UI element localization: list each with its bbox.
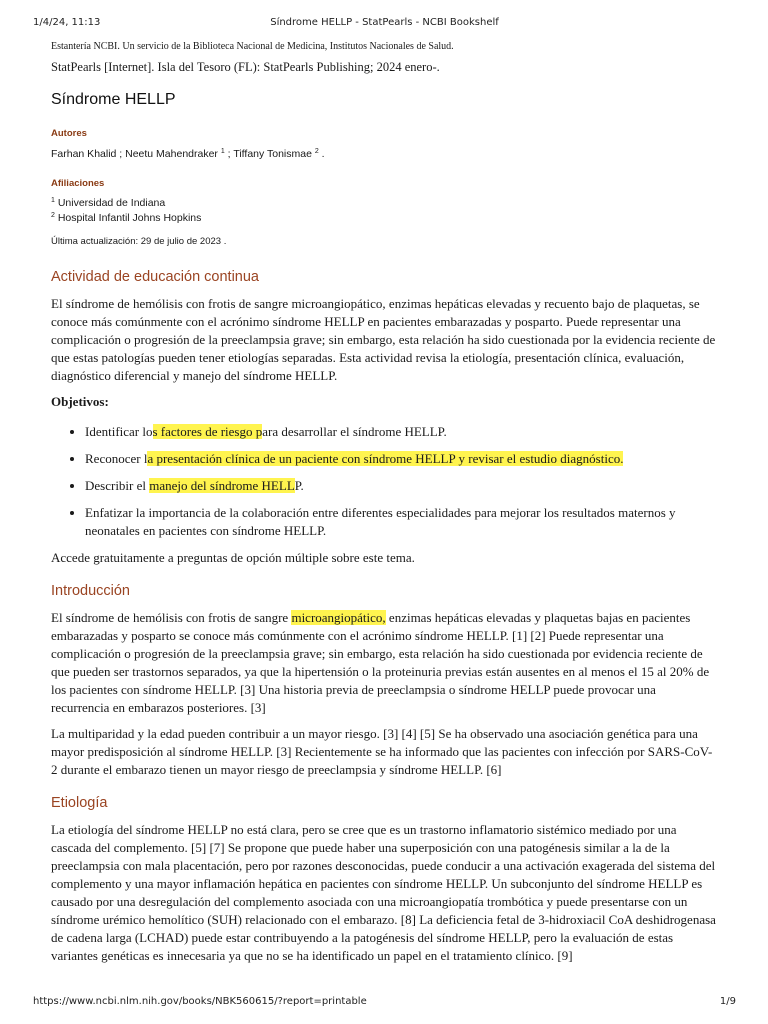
access-link[interactable]: Accede gratuitamente a preguntas de opción múltiple sobre este tema. (51, 550, 415, 565)
citation: StatPearls [Internet]. Isla del Tesoro (FL): StatPearls Publishing; 2024 enero-. (51, 60, 440, 74)
affiliations-block (51, 178, 716, 225)
affiliations-label: Afiliaciones (51, 178, 105, 189)
objective-4: • Enfatizar la importancia de la colaboración entre diferentes especialidades para mejorar los resultados maternos y neonatales en pacientes con síndrome HELLP. (85, 504, 716, 540)
last-updated: Última actualización: 29 de julio de 2023 . (51, 236, 227, 247)
authors-block (51, 128, 716, 161)
section-title-intro: Introducción (51, 583, 130, 599)
affiliation-2: $^2$ Hospital Infantil Johns Hopkins (51, 212, 202, 224)
highlight: manejo del síndrome HELL (149, 478, 295, 493)
ce-paragraph: El síndrome de hemólisis con frotis de sangre microangiopático, enzimas hepáticas elevadas y recuento bajo de plaquetas, se conoce más comúnmente con el acrónimo síndrome HELLP en pacientes embarazadas y posparto. Puede representar una complicación o progresión de la preeclampsia grave; sin embargo, esta relación ha sido cuestionada por la evidencia reciente de que estas patologías pueden tener etiologías separadas. Esta actividad revisa la etiología, presentación clínica, evaluación, diagnóstico diferencial y manejo del síndrome HELLP. (51, 296, 716, 383)
intro-paragraph-1: El síndrome de hemólisis con frotis de sangre microangiopático, enzimas hepáticas elevadas y plaquetas bajas en pacientes embarazadas y posparto se conoce más comúnmente con el acrónimo síndrome HELLP. [1] [2] Puede representar una complicación o progresión de la preeclampsia grave; sin embargo, esta relación ha sido cuestionada por evidencia reciente de que pueden ser trastornos separados, ya que la hipertensión o la proteinuria previas están ausentes en al menos el 15 al 20% de los pacientes con síndrome HELLP. [3] Una historia previa de preeclampsia o síndrome HELLP puede provocar una recurrencia en embarazos posteriores. [3] (51, 610, 710, 715)
last-updated-date: 29 de julio de 2023 (140, 236, 222, 247)
print-page-title: Síndrome HELLP - StatPearls - NCBI Bookshelf (270, 17, 499, 28)
objective-3: • Describir el manejo del síndrome HELLP. (85, 477, 716, 495)
section-title-ce: Actividad de educación continua (51, 269, 259, 285)
objective-1: • Identificar los factores de riesgo para desarrollar el síndrome HELLP. (85, 423, 716, 441)
bookshelf-line: Estantería NCBI. Un servicio de la Biblioteca Nacional de Medicina, Institutos Nacionales de Salud. (51, 41, 454, 52)
objectives-label: Objetivos: (51, 394, 109, 409)
author-sup-2: 2 (314, 148, 319, 155)
author-names-2: ; Tiffany Tonismae (224, 148, 315, 160)
article (51, 40, 716, 965)
print-url: https://www.ncbi.nlm.nih.gov/books/NBK560615/?report=printable (33, 996, 367, 1007)
objective-2: • Reconocer la presentación clínica de un paciente con síndrome HELLP y revisar el estudio diagnóstico. (85, 450, 716, 468)
highlight: microangiopático, (291, 610, 386, 625)
section-title-etiology: Etiología (51, 795, 108, 811)
highlight: a presentación clínica de un paciente con síndrome HELLP y revisar el estudio diagnóstico. (147, 451, 624, 466)
authors-list: Farhan Khalid ; Neetu Mahendraker $^1$ ; Tiffany Tonismae $^2$ . (51, 148, 325, 160)
objectives-list (51, 423, 716, 540)
page-title: Síndrome HELLP (51, 91, 176, 108)
print-datetime: 1/4/24, 11:13 (33, 17, 101, 28)
affiliation-1: $^1$ Universidad de Indiana (51, 197, 166, 209)
author-names-1: Farhan Khalid ; Neetu Mahendraker (51, 148, 221, 160)
print-page-number: 1/9 (719, 996, 736, 1007)
author-sup-1: 1 (220, 148, 225, 155)
authors-label: Autores (51, 128, 87, 139)
etiology-paragraph-1: La etiología del síndrome HELLP no está clara, pero se cree que es un trastorno inflamatorio sistémico mediado por una cascada del complemento. [5] [7] Se propone que puede haber una superposición con una patogénesis similar a la de la preeclampsia con mala placentación, pero por razones desconocidas, puede conducir a una activación exagerada del sistema del complemento y una mayor inflamación hepática en pacientes con síndrome HELLP. Un subconjunto del síndrome HELLP es causado por una desregulación del complemento asociada con una microangiopatía trombótica y puede presentarse con un síndrome urémico hemolítico (SUH) relacionado con el embarazo. [8] La deficiencia fetal de 3-hidroxiacil CoA deshidrogenasa de cadena larga (LCHAD) puede estar contribuyendo a la patogénesis del síndrome HELLP, pero la evaluación de estas variantes genéticas es innecesaria ya que no se ha identificado un papel en el tratamiento clínico. [9] (51, 822, 716, 963)
intro-paragraph-2: La multiparidad y la edad pueden contribuir a un mayor riesgo. [3] [4] [5] Se ha observado una asociación genética para una mayor predisposición al síndrome HELLP. [3] Recientemente se ha informado que las pacientes con infección por SARS-CoV-2 durante el embarazo tienen un mayor riesgo de preeclampsia y síndrome HELLP. [6] (51, 726, 713, 777)
highlight: s factores de riesgo p (152, 424, 263, 439)
